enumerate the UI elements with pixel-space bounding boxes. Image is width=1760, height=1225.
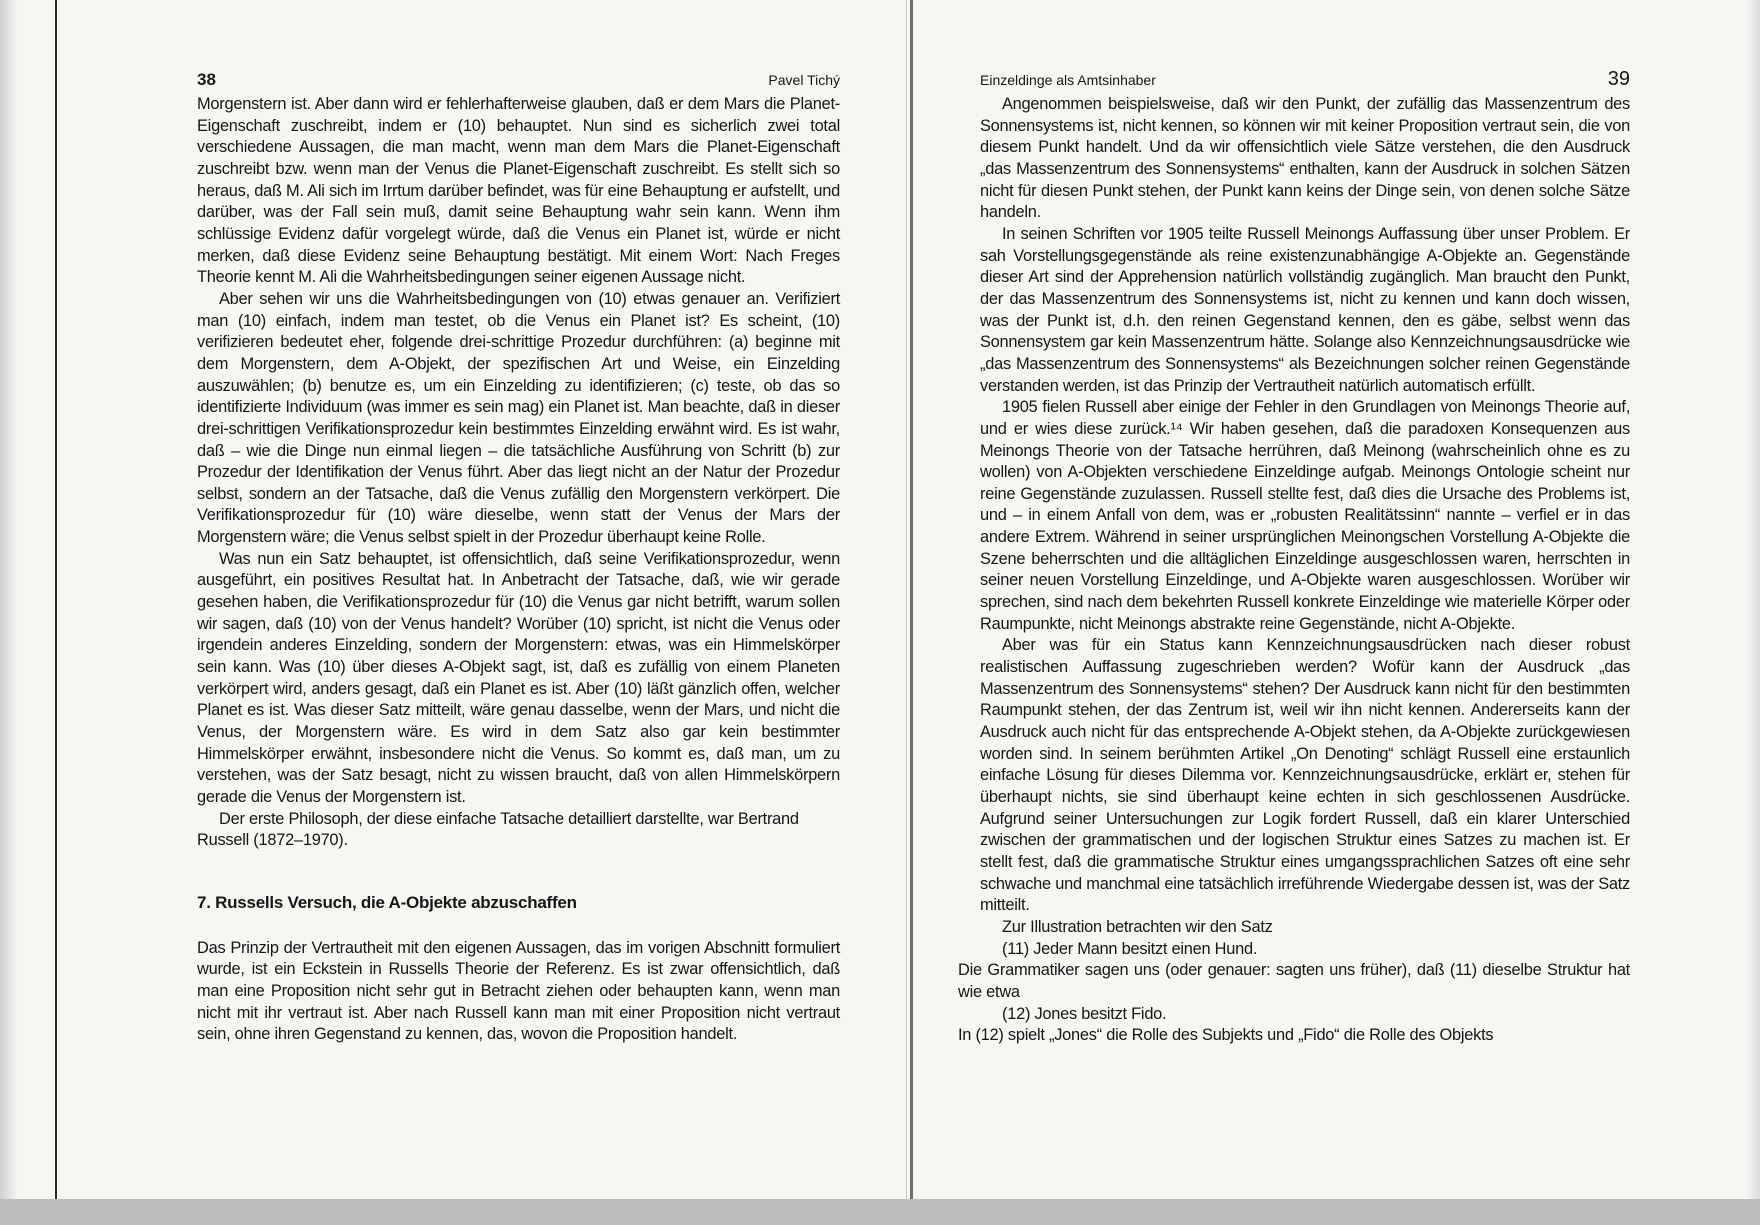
example-sentence-11: (11) Jeder Mann besitzt einen Hund. — [1002, 939, 1258, 958]
scan-left-edge-line — [55, 0, 57, 1200]
left-page-header — [197, 68, 840, 90]
book-fold-line — [910, 0, 913, 1200]
section-heading: 7. Russells Versuch, die A-Objekte abzuschaffen — [197, 892, 577, 912]
scan-bottom-shade — [0, 1199, 1760, 1225]
paragraph-after-12: In (12) spielt „Jones“ die Rolle des Subjekts und „Fido“ die Rolle des Objekts — [958, 1026, 1494, 1045]
left-paragraph-2: Aber sehen wir uns die Wahrheitsbedingungen von (10) etwas genauer an. Verifiziert man (10) einfach, indem man testet, ob die Venus ein Planet ist? Es scheint, (10) verifizieren bedeutet eher, folgende drei-schrittige Prozedur durchführen: (a) beginne mit dem Morgenstern, dem A-Objekt, der spezifischen Art und Weise, ein Einzelding auszuwählen; (b) benutze es, um ein Einzelding zu identifizieren; (c) teste, ob das so identifizierte Individuum (was immer es sein mag) ein Planet ist. Man beachte, daß in dieser drei-schrittigen Verifikationsprozedur kein bestimmtes Einzelding erwähnt wird. Es ist wahr, daß – wie die Dinge nun einmal liegen – die tatsächliche Ausführung von Schritt (b) zur Prozedur der Identifikation der Venus führt. Aber das liegt nicht an der Natur der Prozedur selbst, sondern an der Tatsache, daß die Venus zufällig den Morgenstern verkörpert. Die Verifikationsprozedur für (10) wäre dieselbe, wenn statt der Venus der Mars der Morgenstern wäre; die Venus selbst spielt in der Prozedur überhaupt keine Rolle. — [197, 289, 840, 547]
scan-right-shadow — [1746, 0, 1760, 1225]
left-page-number: 38 — [197, 70, 216, 89]
right-page — [958, 68, 1630, 1047]
right-paragraph-4: Aber was für ein Status kann Kennzeichnungsausdrücken nach dieser robust realistischen Auffassung zugeschrieben werden? Wofür kann der Ausdruck „das Massenzentrum des Sonnensystems“ stehen? Der Ausdruck kann nicht für den bestimmten Raumpunkt stehen, der das Zentrum ist, weil wir ihn nicht kennen. Andererseits kann der Ausdruck auch nicht für das entsprechende A-Objekt stehen, da A-Objekte zurückgewiesen worden sind. In seinem berühmten Artikel „On Denoting“ schlägt Russell eine erstaunlich einfache Lösung für dieses Dilemma vor. Kennzeichnungsausdrücke, erklärt er, stehen für überhaupt nichts, sie sind überhaupt keine echten in sich geschlossenen Ausdrücke. Aufgrund seiner Untersuchungen zur Logik fordert Russell, daß ein klarer Unterschied zwischen der grammatischen und der logischen Struktur eines Satzes zu machen ist. Er stellt fest, daß die grammatische Struktur eines umgangssprachlichen Satzes oft eine sehr schwache und manchmal eine tatsächlich irreführende Wiedergabe dessen ist, was der Satz mitteilt. — [980, 636, 1630, 915]
left-paragraph-3: Was nun ein Satz behauptet, ist offensichtlich, daß seine Verifikationsprozedur, wenn ausgeführt, ein positives Resultat hat. In Anbetracht der Tatsache, daß, wie wir gerade gesehen haben, die Verifikationsprozedur für (10) die Venus gar nicht betrifft, warum sollen wir sagen, daß (10) von der Venus handelt? Worüber (10) spricht, ist nicht die Venus oder irgendein anderes Einzelding, sondern der Morgenstern: etwas, was ein Himmelskörper sein kann. Was (10) über dieses A-Objekt sagt, ist, daß es zufällig von einem Planeten verkörpert wird, anders gesagt, daß ein Planet es ist. Aber (10) läßt gänzlich offen, welcher Planet es ist. Was dieser Satz mitteilt, wäre genau dasselbe, wenn der Mars, und nicht die Venus, der Morgenstern wäre. Es wird in dem Satz also gar kein bestimmter Himmelskörper erwähnt, insbesondere nicht die Venus. So kommt es, daß man, um zu verstehen, was der Satz besagt, nicht zu wissen braucht, daß von allen Himmelskörpern gerade die Venus der Morgenstern ist. — [197, 549, 840, 806]
right-page-body — [958, 94, 1630, 1047]
left-paragraph-1: Morgenstern ist. Aber dann wird er fehlerhafterweise glauben, daß er dem Mars die Planet-Eigenschaft zuschreibt, indem er (10) behauptet. Nun sind es sicherlich zwei total verschiedene Aussagen, die man macht, wenn man dem Mars die Planet-Eigenschaft zuschreibt bzw. wenn man der Venus die Planet-Eigenschaft zuschreibt. Es stellt sich so heraus, daß M. Ali sich im Irrtum darüber befindet, was für eine Behauptung er aufstellt, und darüber, was der Fall sein muß, damit seine Behauptung wahr sein kann. Wenn ihm schlüssige Evidenz dafür vorgelegt würde, daß die Venus ein Planet ist, würde er nicht merken, daß diese Evidenz seine Behauptung bestätigt. Mit einem Wort: Nach Freges Theorie kennt M. Ali die Wahrheitsbedingungen seiner eigenen Aussage nicht. — [197, 95, 840, 287]
right-page-header — [980, 68, 1630, 90]
left-page — [197, 68, 840, 1046]
paragraph-after-11: Die Grammatiker sagen uns (oder genauer: sagten uns früher), daß (11) dieselbe Struktur hat wie etwa — [958, 961, 1630, 1001]
right-running-head: Einzeldinge als Amtsinhaber — [980, 72, 1156, 88]
left-running-head: Pavel Tichý — [768, 72, 840, 88]
right-paragraph-5: Zur Illustration betrachten wir den Satz — [1002, 917, 1273, 936]
section-paragraph: Das Prinzip der Vertrautheit mit den eigenen Aussagen, das im vorigen Abschnitt formuliert wurde, ist ein Eckstein in Russells Theorie der Referenz. Es ist zwar offensichtlich, daß man eine Proposition nicht sehr gut in Betracht ziehen oder behaupten kann, wenn man nicht mit ihr vertraut ist. Aber nach Russell kann man mit einer Proposition nicht vertraut sein, ohne ihren Gegenstand zu kennen, das, wovon die Proposition handelt. — [197, 938, 840, 1044]
right-paragraph-2: In seinen Schriften vor 1905 teilte Russell Meinongs Auffassung über unser Problem. Er sah Vorstellungsgegenstände als reine existenzunabhängige A-Objekte an. Gegenstände dieser Art sind der Apprehension natürlich vollständig zugänglich. Man braucht den Punkt, der das Massenzentrum des Sonnensystems ist, nicht zu kennen und kann doch wissen, was der Punkt ist, d.h. den reinen Gegenstand kennen, den es gäbe, selbst wenn das Sonnensystem gar kein Massenzentrum hätte. Solange also Kennzeichnungsausdrücke wie „das Massenzentrum des Sonnensystems“ als Bezeichnungen solcher reinen Gegenstände verstanden werden, ist das Prinzip der Vertrautheit natürlich automatisch erfüllt. — [980, 224, 1630, 395]
scan-left-shadow — [0, 0, 18, 1225]
book-gutter-line — [906, 0, 907, 1200]
right-paragraph-1: Angenommen beispielsweise, daß wir den Punkt, der zufällig das Massenzentrum des Sonnensystems ist, nicht kennen, so können wir mit keiner Proposition vertraut sein, die von diesem Punkt handelt. Und da wir offensichtlich viele Sätze verstehen, die den Ausdruck „das Massenzentrum des Sonnensystems“ enthalten, kann der Ausdruck in solchen Sätzen nicht für diesen Punkt stehen, der Punkt kann keins der Dinge sein, von denen solche Sätze handeln. — [980, 95, 1630, 222]
right-paragraph-3: 1905 fielen Russell aber einige der Fehler in den Grundlagen von Meinongs Theorie auf, und er wies diese zurück.¹⁴ Wir haben gesehen, daß die paradoxen Konsequenzen aus Meinongs Theorie von der Tatsache herrühren, daß Meinong (wahrscheinlich ohne es zu wollen) von A-Objekten verschiedene Einzeldinge aufgab. Meinongs Ontologie scheint nur reine Gegenstände zuzulassen. Russell stellte fest, daß dies die Ursache des Problems ist, und – in einem Anfall von dem, was er „robusten Realitätssinn“ nannte – verfiel er in das andere Extrem. Während in seiner ursprünglichen Meinongschen Vorstellung A-Objekte die Szene beherrschten und die alltäglichen Einzeldinge ausgeschlossen waren, herrschten in seiner neuen Vorstellung Einzeldinge, und A-Objekte waren ausgeschlossen. Worüber wir sprechen, sind nach dem bekehrten Russell konkrete Einzeldinge wie materielle Körper oder Raumpunkte, nicht Meinongs abstrakte reine Gegenstände, nicht A-Objekte. — [980, 398, 1630, 633]
right-page-number: 39 — [1607, 68, 1630, 90]
example-sentence-12: (12) Jones besitzt Fido. — [1002, 1004, 1167, 1023]
left-page-body — [197, 94, 840, 1046]
left-paragraph-4: Der erste Philosoph, der diese einfache Tatsache detailliert darstellte, war Bertrand Russell (1872–1970). — [197, 809, 799, 850]
